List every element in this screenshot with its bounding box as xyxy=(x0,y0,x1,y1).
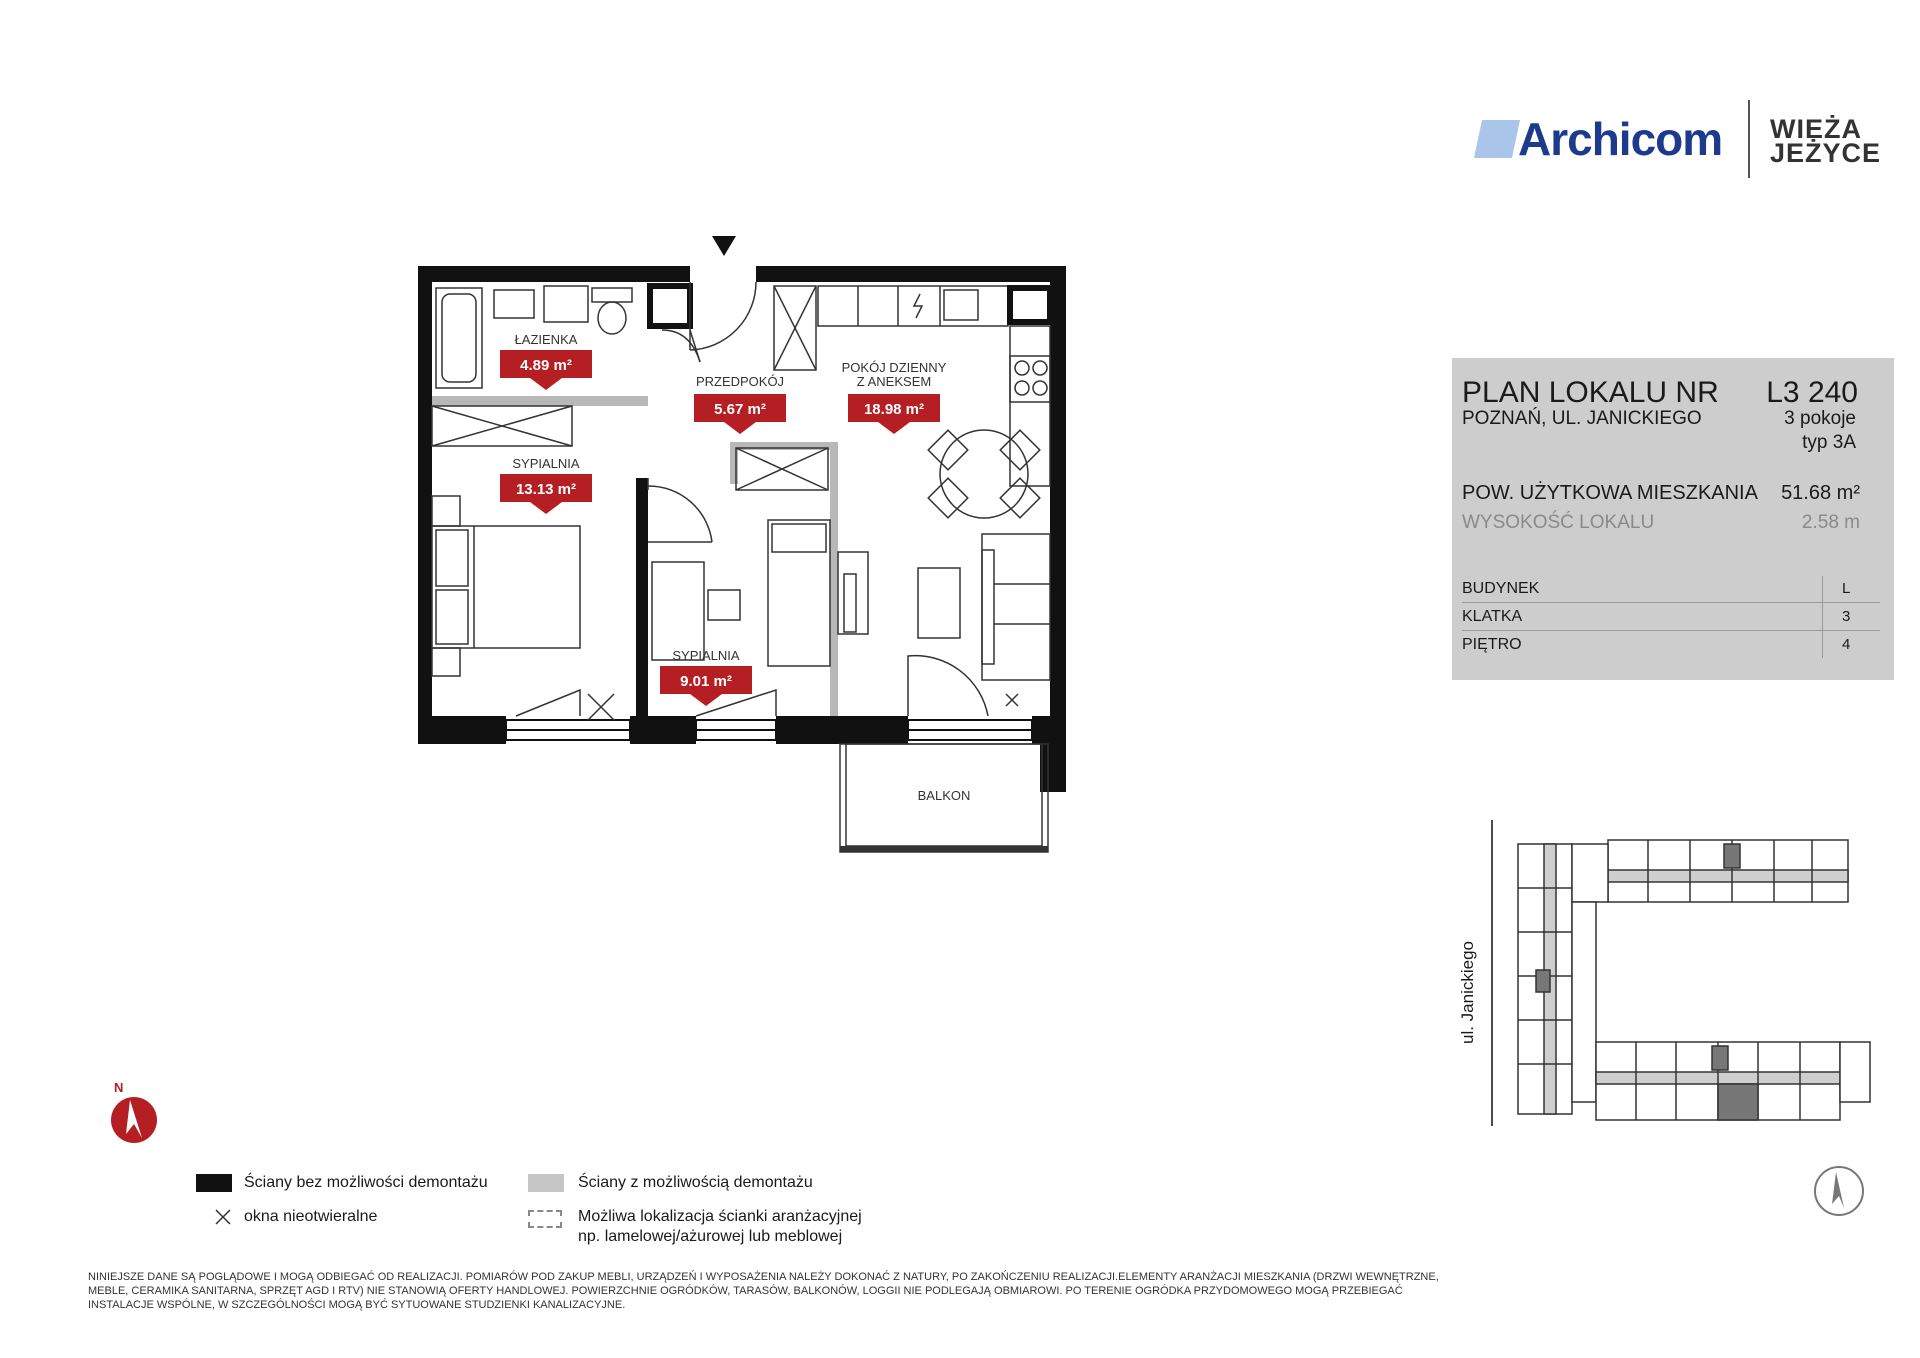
entrance-arrow-icon xyxy=(712,236,736,256)
column-separator xyxy=(1822,576,1823,658)
svg-text:4.89 m²: 4.89 m² xyxy=(520,357,572,374)
room-name-bathroom: ŁAZIENKA xyxy=(514,332,578,347)
archicom-logo-mark xyxy=(1474,120,1520,158)
room-name-living-1: POKÓJ DZIENNY xyxy=(841,360,947,375)
area-tag-bedroom-2 xyxy=(660,666,752,706)
height-value: 2.58 m xyxy=(1801,512,1860,533)
area-tag-living xyxy=(848,394,940,434)
compass-north-label: N xyxy=(114,1080,124,1095)
row-separator xyxy=(1462,602,1880,603)
unit-number: L3 240 xyxy=(1766,376,1858,409)
highlighted-unit xyxy=(1718,1084,1758,1120)
site-plan xyxy=(1440,820,1880,1140)
floor-value: 4 xyxy=(1842,636,1851,653)
room-name-hall: PRZEDPOKÓJ xyxy=(695,374,785,389)
legend-removable-walls: Ściany z możliwością demontażu xyxy=(578,1174,813,1191)
legend-partition-line1: Możliwa lokalizacja ścianki aranżacyjnej xyxy=(578,1208,862,1225)
room-name-bedroom-1: SYPIALNIA xyxy=(512,456,580,471)
unit-info-panel xyxy=(1452,358,1894,680)
room-name-living-2: Z ANEKSEM xyxy=(856,374,932,389)
address: POZNAŃ, UL. JANICKIEGO xyxy=(1462,408,1702,429)
logo-divider xyxy=(1748,100,1750,178)
fixed-window-icon xyxy=(214,1208,232,1226)
rooms-count: 3 pokoje xyxy=(1784,408,1856,429)
legend-fixed-wall-swatch xyxy=(196,1174,232,1192)
brand-name: Archicom xyxy=(1518,113,1723,165)
row-separator xyxy=(1462,630,1880,631)
floor-label: PIĘTRO xyxy=(1462,636,1522,653)
project-name-line2: JEŻYCE xyxy=(1770,138,1882,168)
removable-walls xyxy=(432,396,838,716)
site-compass-icon xyxy=(1812,1164,1866,1218)
legend-removable-wall-swatch xyxy=(528,1174,564,1192)
legend-fixed-windows: okna nieotwieralne xyxy=(244,1208,378,1225)
legend-partition-swatch xyxy=(528,1210,562,1228)
height-label: WYSOKOŚĆ LOKALU xyxy=(1462,512,1655,533)
room-name-bedroom-2: SYPIALNIA xyxy=(672,648,740,663)
svg-text:13.13 m²: 13.13 m² xyxy=(515,481,577,498)
staircase-value: 3 xyxy=(1842,608,1851,625)
plan-title: PLAN LOKALU NR xyxy=(1462,376,1719,409)
svg-text:5.67 m²: 5.67 m² xyxy=(714,401,766,418)
area-tag-bedroom-1 xyxy=(500,474,592,514)
building-label: BUDYNEK xyxy=(1462,580,1540,597)
area-value: 51.68 m² xyxy=(1781,482,1860,504)
building-value: L xyxy=(1842,580,1851,597)
project-name-line1: WIEŻA xyxy=(1770,114,1862,144)
floor-plan xyxy=(0,0,1100,880)
svg-text:18.98 m²: 18.98 m² xyxy=(863,401,925,418)
area-label: POW. UŻYTKOWA MIESZKANIA xyxy=(1462,482,1758,504)
street-label: ul. Janickiego xyxy=(1458,940,1477,1044)
compass-icon xyxy=(108,1094,160,1146)
svg-text:9.01 m²: 9.01 m² xyxy=(680,673,732,690)
area-tag-hall xyxy=(694,394,786,434)
legend-fixed-walls: Ściany bez możliwości demontażu xyxy=(244,1174,488,1191)
room-name-balcony: BALKON xyxy=(917,788,971,803)
unit-type: typ 3A xyxy=(1802,432,1856,453)
legend-partition-line2: np. lamelowej/ażurowej lub meblowej xyxy=(578,1228,843,1245)
staircase-label: KLATKA xyxy=(1462,608,1523,625)
disclaimer: NINIEJSZE DANE SĄ POGLĄDOWE I MOGĄ ODBIEGAĆ OD REALIZACJI. POMIARÓW POD ZAKUP MEBLI, URZĄDZEŃ I WYPOSAŻENIA NALEŻY DOKONAĆ Z NATURY, PO ZAKOŃCZENIU REALIZACJI.ELEMENTY ARANŻACJI MIESZKANIA (DRZWI WEWNĘTRZNE, MEBLE, CERAMIKA SANITARNA, SPRZĘT AGD I RTV) NIE STANOWIĄ OFERTY HANDLOWEJ. POWIERZCHNIE OGRÓDKÓW, TARASÓW, BALKONÓW, LOGGII NIE PODLEGAJĄ OBMIAROWI. PO TERENIE OGRÓDKA PRZYDOMOWEGO MOGĄ PRZEBIEGAĆ INSTALACJE WSPÓLNE, W SZCZEGÓLNOŚCI MOGĄ BYĆ SYTUOWANE STUDZIENKI KANALIZACYJNE. xyxy=(88,1271,1439,1311)
area-tag-bathroom xyxy=(500,350,592,390)
